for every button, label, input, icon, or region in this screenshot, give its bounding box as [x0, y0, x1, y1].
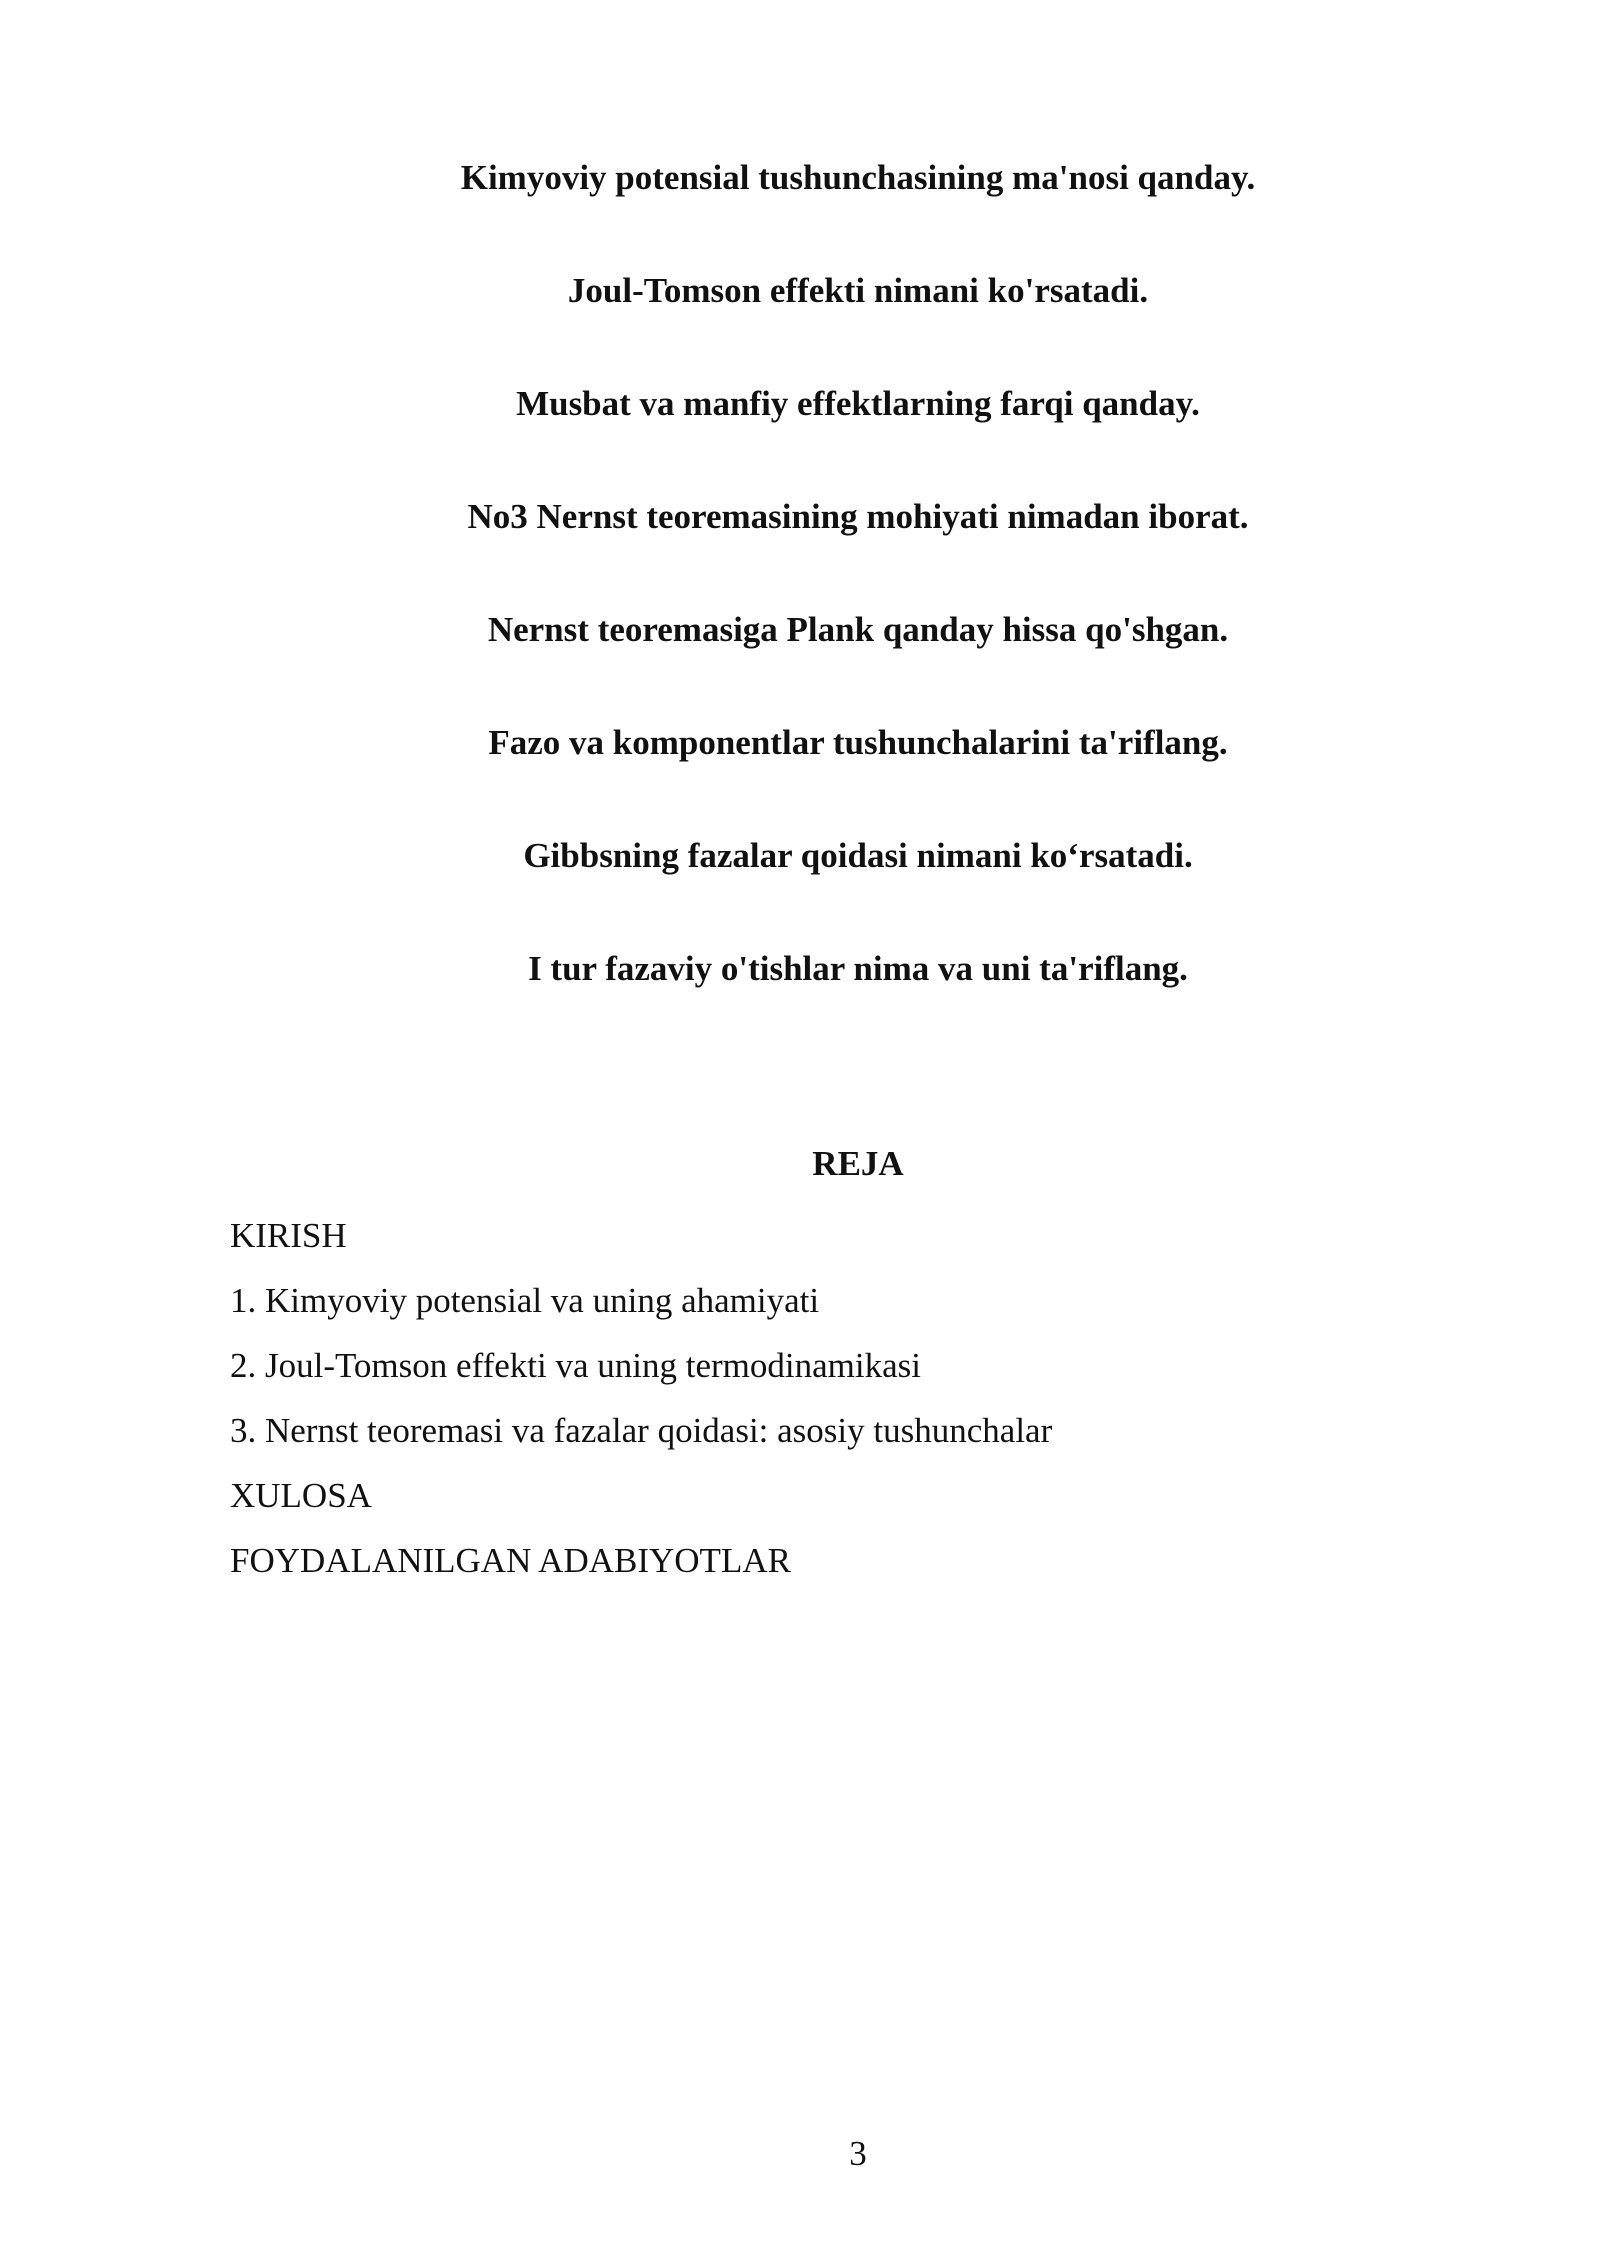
plan-item-3: 3. Nernst teoremasi va fazalar qoidasi: asosiy tushunchalar [230, 1411, 1053, 1450]
question-list [0, 158, 1600, 1062]
question-item: Joul-Tomson effekti nimani ko'rsatadi. [567, 271, 1149, 310]
question-item: Kimyoviy potensial tushunchasining ma'nosi qanday. [460, 158, 1256, 197]
plan-item-1: 1. Kimyoviy potensial va uning ahamiyati [230, 1281, 820, 1320]
plan-item-conclusion: XULOSA [230, 1476, 372, 1515]
question-item: No3 Nernst teoremasining mohiyati nimadan iborat. [467, 497, 1249, 536]
question-item: Gibbsning fazalar qoidasi nimani ko‘rsatadi. [523, 836, 1193, 875]
plan-item-2: 2. Joul-Tomson effekti va uning termodinamikasi [230, 1346, 921, 1385]
plan-list [230, 1216, 1052, 1606]
question-item: Musbat va manfiy effektlarning farqi qanday. [516, 384, 1200, 423]
page-number: 3 [849, 2134, 867, 2173]
question-item: Fazo va komponentlar tushunchalarini ta'riflang. [488, 723, 1228, 762]
plan-item-intro: KIRISH [230, 1216, 347, 1255]
question-item: I tur fazaviy o'tishlar nima va uni ta'riflang. [528, 949, 1188, 988]
plan-item-references: FOYDALANILGAN ADABIYOTLAR [230, 1541, 791, 1580]
question-item: Nernst teoremasiga Plank qanday hissa qo'shgan. [487, 610, 1229, 649]
plan-title: REJA [812, 1144, 904, 1183]
